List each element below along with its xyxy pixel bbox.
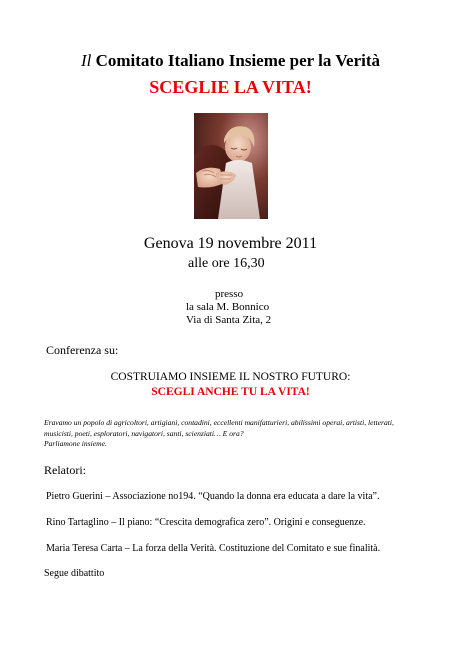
venue-name: la sala M. Bonnico: [186, 301, 270, 313]
conference-label: Conferenza su:: [46, 343, 119, 357]
main-slogan: SCEGLIE LA VITA!: [149, 77, 312, 97]
event-date: Genova 19 novembre 2011: [143, 235, 318, 252]
title-prefix: Il: [80, 51, 92, 70]
intro-paragraph: [44, 418, 424, 450]
child-photo: [194, 113, 268, 219]
speaker-item: Pietro Guerini – Associazione no194. “Quando la donna era educata a dare la vita”.: [46, 491, 380, 502]
event-time: alle ore 16,30: [188, 256, 265, 271]
page-title: [0, 51, 461, 71]
speakers-label: Relatori:: [44, 463, 86, 477]
venue-address: Via di Santa Zita, 2: [186, 314, 272, 326]
speaker-item: Rino Tartaglino – Il piano: “Crescita demografica zero”. Origini e conseguenze.: [46, 517, 366, 528]
intro-line: Eravamo un popolo di agricoltori, artigiani, contadini, eccellenti manifatturieri, abilissimi operai, artisti, letterati, musicisti, poeti, esploratori, navigatori, santi, scienziati… E ora?: [44, 418, 394, 438]
intro-line: Parliamone insieme.: [44, 439, 107, 448]
conference-title: COSTRUIAMO INSIEME IL NOSTRO FUTURO:: [110, 371, 351, 383]
venue-intro: presso: [215, 288, 244, 300]
closing-note: Segue dibattito: [44, 568, 105, 579]
speaker-item: Maria Teresa Carta – La forza della Verità. Costituzione del Comitato e sue finalità.: [46, 543, 381, 554]
title-main: Comitato Italiano Insieme per la Verità: [95, 51, 381, 70]
conference-slogan: SCEGLI ANCHE TU LA VITA!: [151, 386, 310, 398]
child-photo-illustration: [194, 113, 268, 219]
